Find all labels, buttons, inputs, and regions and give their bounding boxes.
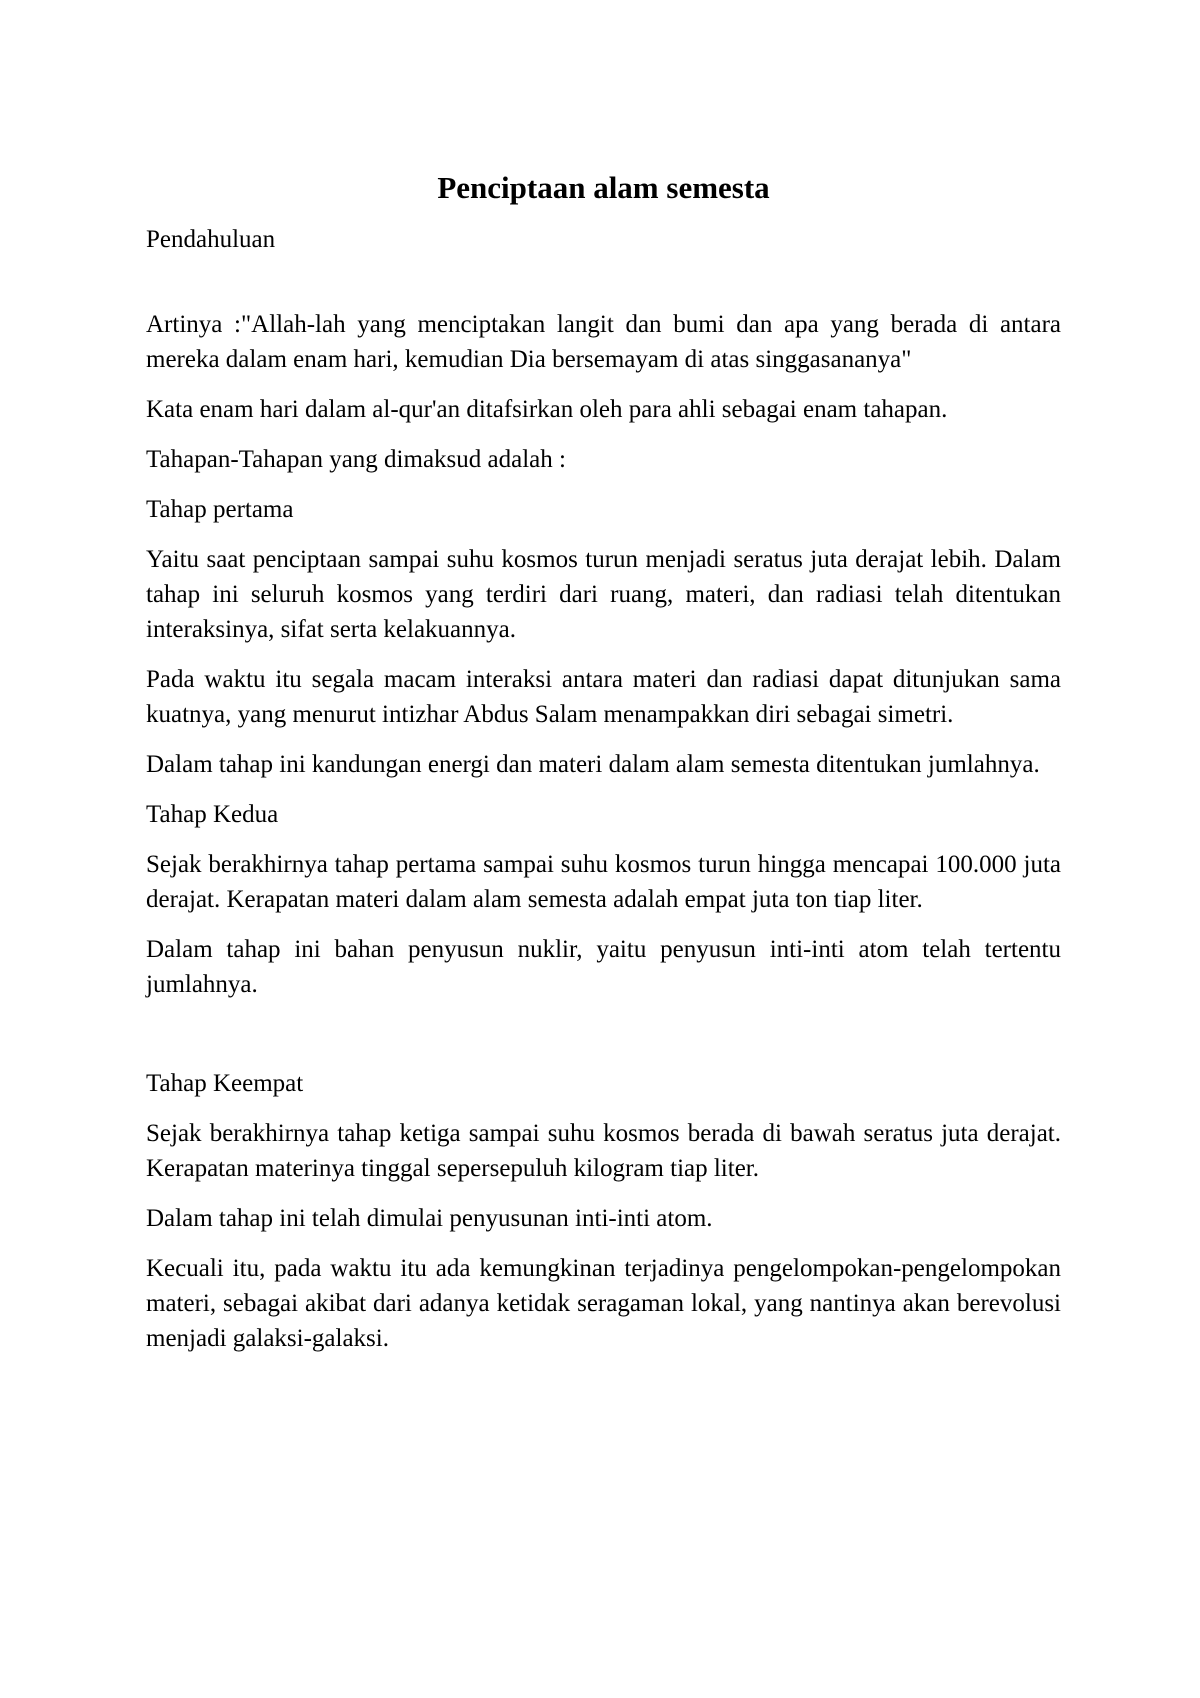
paragraph-stage-one-2: Pada waktu itu segala macam interaksi antara materi dan radiasi dapat ditunjukan sama kuatnya, yang menurut intizhar Abdus Salam menampakkan diri sebagai simetri. bbox=[146, 666, 1061, 728]
document-body bbox=[146, 168, 1061, 1371]
paragraph-stage-two-1: Sejak berakhirnya tahap pertama sampai suhu kosmos turun hingga mencapai 100.000 juta derajat. Kerapatan materi dalam alam semesta adalah empat juta ton tiap liter. bbox=[146, 851, 1061, 913]
document-title: Penciptaan alam semesta bbox=[437, 170, 770, 205]
paragraph-six-days: Kata enam hari dalam al-qur'an ditafsirkan oleh para ahli sebagai enam tahapan. bbox=[146, 396, 948, 423]
paragraph-stage-one-3: Dalam tahap ini kandungan energi dan materi dalam alam semesta ditentukan jumlahnya. bbox=[146, 751, 1040, 778]
section-heading-stage-two: Tahap Kedua bbox=[146, 801, 279, 828]
section-heading-pendahuluan: Pendahuluan bbox=[146, 226, 276, 253]
paragraph-stage-one-1: Yaitu saat penciptaan sampai suhu kosmos turun menjadi seratus juta derajat lebih. Dalam tahap ini seluruh kosmos yang terdiri dari ruang, materi, dan radiasi telah ditentukan interaksinya, sifat serta kelakuannya. bbox=[146, 546, 1061, 643]
paragraph-stage-four-3: Kecuali itu, pada waktu itu ada kemungkinan terjadinya pengelompokan-pengelompokan materi, sebagai akibat dari adanya ketidak seragaman lokal, yang nantinya akan berevolusi menjadi galaksi-galaksi. bbox=[146, 1255, 1061, 1352]
paragraph-stage-two-2: Dalam tahap ini bahan penyusun nuklir, yaitu penyusun inti-inti atom telah tertentu jumlahnya. bbox=[146, 936, 1061, 998]
section-heading-stage-four: Tahap Keempat bbox=[146, 1070, 304, 1097]
section-heading-stages-intro: Tahapan-Tahapan yang dimaksud adalah : bbox=[146, 446, 566, 473]
paragraph-stage-four-2: Dalam tahap ini telah dimulai penyusunan inti-inti atom. bbox=[146, 1205, 713, 1232]
section-heading-stage-one: Tahap pertama bbox=[146, 496, 294, 523]
paragraph-verse-translation: Artinya :"Allah-lah yang menciptakan langit dan bumi dan apa yang berada di antara mereka dalam enam hari, kemudian Dia bersemayam di atas singgasananya" bbox=[146, 311, 1061, 373]
paragraph-stage-four-1: Sejak berakhirnya tahap ketiga sampai suhu kosmos berada di bawah seratus juta derajat. Kerapatan materinya tinggal sepersepuluh kilogram tiap liter. bbox=[146, 1120, 1061, 1182]
